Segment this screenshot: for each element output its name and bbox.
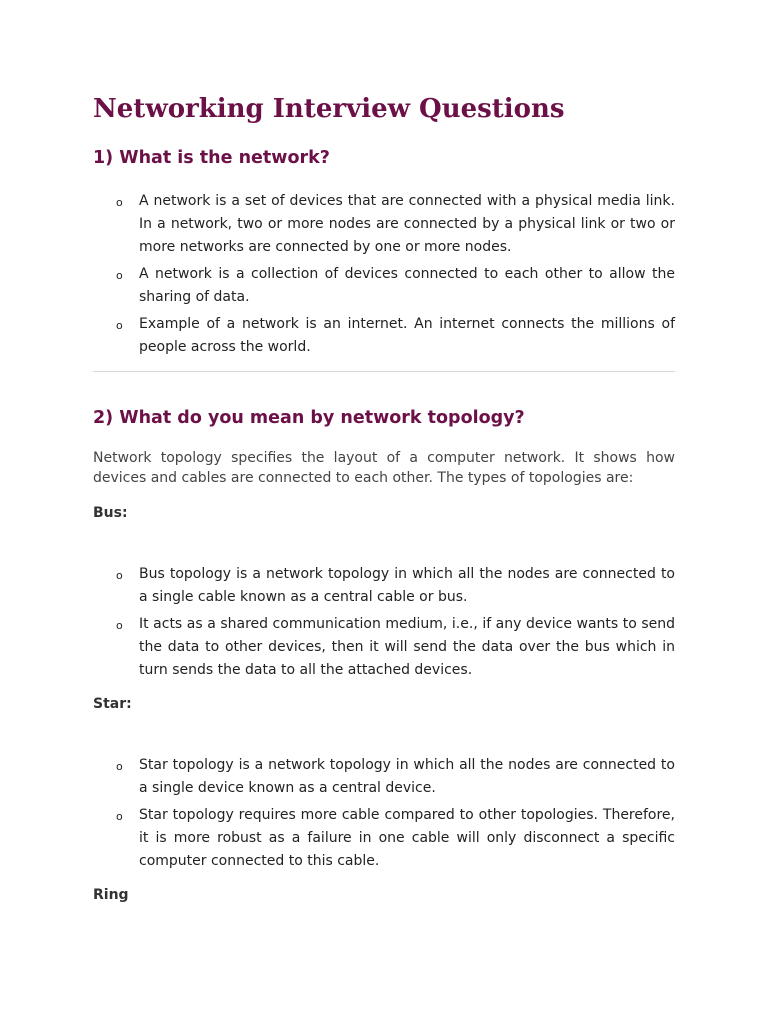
- list-item: [93, 313, 675, 359]
- bullet-text: It acts as a shared communication medium, i.e., if any device wants to send the data to other devices, then it will send the data over the bus which in turn sends the data to all the attached devices.: [139, 616, 675, 678]
- list-item: [93, 754, 675, 800]
- bullet-text: Bus topology is a network topology in which all the nodes are connected to a single cable known as a central cable or bus.: [139, 566, 675, 605]
- question-1-heading: 1) What is the network?: [93, 148, 330, 168]
- star-bullet-list: [93, 754, 675, 877]
- bullet-text: A network is a set of devices that are connected with a physical media link. In a network, two or more nodes are connected by a physical link or two or more networks are connected by one or more nodes.: [139, 193, 675, 255]
- section-divider: [93, 371, 675, 372]
- bullet-text: A network is a collection of devices connected to each other to allow the sharing of data.: [139, 266, 675, 305]
- bullet-marker: o: [116, 569, 123, 582]
- question-2-heading: 2) What do you mean by network topology?: [93, 408, 525, 428]
- list-item: [93, 263, 675, 309]
- list-item: [93, 563, 675, 609]
- page-title: Networking Interview Questions: [93, 94, 565, 124]
- list-item: [93, 613, 675, 682]
- bullet-marker: o: [116, 619, 123, 632]
- list-item: [93, 804, 675, 873]
- bullet-marker: o: [116, 319, 123, 332]
- bus-bullet-list: [93, 563, 675, 686]
- topology-intro-paragraph: Network topology specifies the layout of a computer network. It shows how devices and cables are connected to each other. The types of topologies are:: [93, 450, 675, 486]
- list-item: [93, 190, 675, 259]
- bus-label: Bus:: [93, 505, 128, 521]
- star-label: Star:: [93, 696, 132, 712]
- bullet-marker: o: [116, 760, 123, 773]
- bullet-marker: o: [116, 196, 123, 209]
- bullet-marker: o: [116, 269, 123, 282]
- question-1-bullet-list: [93, 190, 675, 363]
- bullet-text: Example of a network is an internet. An internet connects the millions of people across the world.: [139, 316, 675, 355]
- bullet-text: Star topology requires more cable compared to other topologies. Therefore, it is more robust as a failure in one cable will only disconnect a specific computer connected to this cable.: [139, 807, 675, 869]
- ring-label: Ring: [93, 887, 129, 903]
- bullet-marker: o: [116, 810, 123, 823]
- bullet-text: Star topology is a network topology in which all the nodes are connected to a single device known as a central device.: [139, 757, 675, 796]
